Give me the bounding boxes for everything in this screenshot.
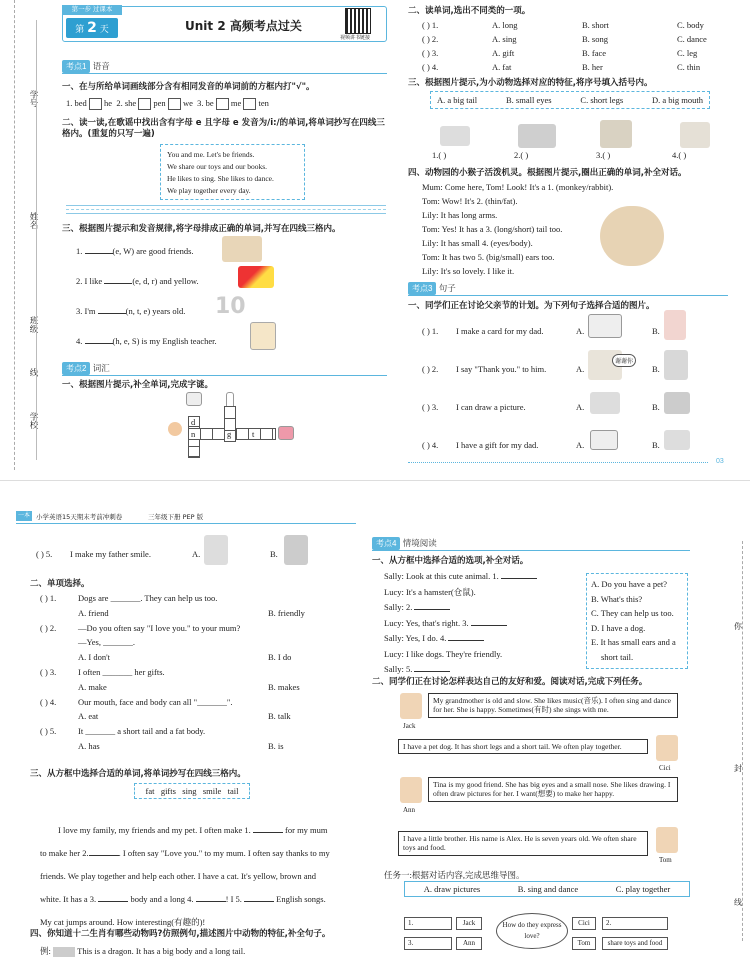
side-label: 班级: [29, 316, 39, 333]
side-char: 线: [734, 898, 742, 907]
q3-row-1: ( ) 1. I make a card for my dad.: [422, 326, 544, 336]
checkbox[interactable]: [216, 98, 229, 110]
answer-4[interactable]: 4.( ): [672, 150, 687, 160]
gift-box-image: [590, 430, 618, 450]
ann-avatar: [400, 777, 422, 803]
q3-row-5: ( ) 5. I make my father smile.: [36, 549, 151, 559]
mouse-image: [440, 126, 470, 146]
q1c-item-2: 2. I like (e, d, r) and yellow.: [76, 276, 199, 286]
q2b-rows: ( ) 1. A. long B. short C. body ( ) 2. A. sing B. song C. dance ( ) 3. A. gift B. face C. leg ( ) 4. A. fat B. her C. thin: [422, 20, 707, 72]
q1a-items: 1. bed he 2. she pen we 3. be me ten: [66, 98, 269, 110]
q7-options-box: A. Do you have a pet? B. What's this? C. They can help us too. D. I have a dog. E. It has small ears and a short tail.: [586, 573, 688, 669]
smile-image-b: [284, 535, 308, 565]
series-title: 小学英语15天期末考前冲刺卷: [36, 513, 123, 521]
page-title: Unit 2 高频考点过关: [185, 19, 302, 33]
q5-passage: I love my family, my friends and my pet. I often make 1. for my mum: [58, 825, 328, 835]
q2c-title: 三、根据图片提示,为小动物选择对应的特征,将序号填入括号内。: [408, 78, 653, 88]
card-image: [588, 314, 622, 338]
hippo-image: [518, 124, 556, 148]
binding-line: [14, 0, 15, 470]
tom-avatar: [656, 827, 678, 853]
day-badge: 第 2 天: [66, 18, 118, 38]
qr-code-icon[interactable]: [346, 9, 370, 33]
q3-row-2: ( ) 2. I say "Thank you." to him.: [422, 364, 547, 374]
q2b-title: 二、读单词,选出不同类的一项。: [408, 6, 531, 16]
checkbox[interactable]: [243, 98, 256, 110]
side-label: 线: [29, 368, 39, 377]
page-number: 03: [716, 458, 724, 465]
paint-tubes-image: [238, 266, 274, 288]
checkbox[interactable]: [138, 98, 151, 110]
flowers-image: [664, 310, 686, 340]
jack-avatar: [400, 693, 422, 719]
q6-example: 例: This is a dragon. It has a big body and a long tail.: [40, 946, 246, 956]
gift-pic: [278, 426, 294, 440]
side-char: 你: [734, 622, 742, 631]
q5-passage-2: to make her 2. . I often say "Love you." to my mum. I often say thanks to my friends. We play together and help each other. I have a cat. It's yellow, brown and white. It has a 3. body and a long 4. ! I 5. English songs. My cat jumps around. How interesting(有趣的)!: [40, 848, 330, 927]
q1c-item-1: 1. (e, W) are good friends.: [76, 246, 194, 256]
map-slot-2[interactable]: 2.: [602, 917, 668, 930]
section-header-k4: 考点4 情境阅读: [372, 537, 437, 550]
map-tom: Tom: [572, 937, 596, 950]
map-cici: Cici: [572, 917, 596, 930]
brand-logo: 一本: [17, 512, 30, 519]
checkbox[interactable]: [168, 98, 181, 110]
q3-row-3: ( ) 3. I can draw a picture.: [422, 402, 526, 412]
q1c-item-3: 3. I'm (n, t, e) years old.: [76, 306, 186, 316]
smile-image-a: [204, 535, 228, 565]
dog-image: [680, 122, 710, 148]
tom-bubble: I have a little brother. His name is Alex. He is seven years old. We often share toys and food.: [398, 831, 648, 856]
cici-bubble: I have a pet dog. It has short legs and a short tail. We often play together.: [398, 739, 648, 754]
map-slot-3[interactable]: 3.: [404, 937, 452, 950]
q2d-title: 四、动物园的小猴子活泼机灵。根据图片提示,圈出正确的单词,补全对话。: [408, 168, 687, 178]
side-label: 姓名: [29, 212, 39, 229]
dragon-icon: [53, 947, 75, 957]
side-label: 学校: [29, 412, 39, 429]
q7-dialogue: Sally: Look at this cute animal. 1. Lucy: It's a hamster(仓鼠). Sally: 2. Lucy: Yes, that's right. 3. Sally: Yes, I do. 4. Lucy: I like dogs. They're friendly. Sally: 5.: [384, 569, 537, 678]
checkbox[interactable]: [89, 98, 102, 110]
q6-title: 四、你知道十二生肖有哪些动物吗?仿照例句,描述图片中动物的特征,补全句子。: [30, 929, 331, 939]
q5-word-box: fat gifts sing smile tail: [134, 783, 250, 799]
side-label: 学号: [29, 90, 39, 107]
grade-label: 三年级下册 PEP 版: [148, 513, 204, 521]
map-share: share toys and food: [602, 937, 668, 950]
peacock-image: [600, 120, 632, 148]
q7-title: 一、从方框中选择合适的选项,补全对话。: [372, 556, 529, 566]
task-title: 任务一:根据对话内容,完成思维导图。: [384, 870, 525, 880]
section-header-k3: 考点3 句子: [408, 282, 456, 295]
friends-image: [222, 236, 262, 262]
dad-child-image: [664, 350, 688, 380]
map-ann: Ann: [456, 937, 482, 950]
map-jack: Jack: [456, 917, 482, 930]
step-label: 第一步 过课本: [62, 5, 122, 15]
section-header-k1: 考点1 语音: [62, 60, 110, 73]
section-header-k2: 考点2 词汇: [62, 362, 110, 375]
crossword-pic: [186, 392, 202, 406]
q2a-title: 一、根据图片提示,补全单词,完成字谜。: [62, 380, 213, 390]
teacher-image: [250, 322, 276, 350]
q1a-title: 一、在与所给单词画线部分含有相同发音的单词前的方框内打"√"。: [62, 82, 315, 92]
q5-title: 三、从方框中选择合适的单词,将单词抄写在四线三格内。: [30, 769, 246, 779]
map-center: How do they express love?: [496, 913, 568, 949]
crossword: d n g t: [168, 392, 298, 458]
map-slot-1[interactable]: 1.: [404, 917, 452, 930]
q1b-title: 二、读一读,在歌谣中找出含有字母 e 且字母 e 发音为/i:/的单词,将单词抄写在四线三格内。(重复的只写一遍): [62, 118, 385, 140]
song-box: You and me. Let's be friends. We share our toys and our books. He likes to sing. She likes to dance. We play together every day.: [160, 144, 305, 200]
q4-title: 二、单项选择。: [30, 579, 90, 589]
q1c-item-4: 4. (h, e, S) is my English teacher.: [76, 336, 217, 346]
answer-2[interactable]: 2.( ): [514, 150, 529, 160]
side-char: 封: [734, 764, 742, 773]
ann-bubble: Tina is my good friend. She has big eyes and a small nose. She likes drawing. I often draw pictures for her. I want(想要) to make her happy.: [428, 777, 678, 802]
answer-3[interactable]: 3.( ): [596, 150, 611, 160]
painting-image: [664, 392, 690, 414]
q3-title: 一、同学们正在讨论父亲节的计划。为下列句子选择合适的图片。: [408, 301, 655, 311]
q4-items: ( ) 1. Dogs are _______. They can help us too. A. friend B. friendly ( ) 2. —Do you often say "I love you." to your mum? —Yes, _______. A. I don't B. I do ( ) 3. I often _______ her gifts. A. make B. makes ( ) 4. Our mouth, face and body can all "_______". A. eat B. talk ( ) 5. It _______ a short tail and a fat body. A. has B. is: [40, 593, 305, 751]
q3-row-4: ( ) 4. I have a gift for my dad.: [422, 440, 539, 450]
cici-avatar: [656, 735, 678, 761]
page-bottom: 一本 小学英语15天期末考前冲刺卷 三年级下册 PEP 版 ( ) 5. I make my father smile. A. B. 二、单项选择。 ( ) 1. Dogs are _______. They can help us too. A. friend B. friendly ( ) 2. —Do you often say "I love you." to your mum? —Yes, _______. A. I don't B. I do ( ) 3. I often _______ her gifts. A. make B. makes ( ) 4. Our mouth, face and body can all "_______". A. eat B. talk ( ) 5. It _______ a short tail and a fat body. A. has B. is 三、从方框中选择合适的单词,将单词抄写在四线三格内。 fat gifts sing smile tail I love my family, my friends and my pet. I often make 1. for my mum to make her 2. . I often say "Love you." to my mum. I often say thanks to my friends. We play together and help each other. I have a cat. It's yellow, brown and white. It has a 3. body and a long 4. ! I 5. English songs. My cat jumps around. How interesting(有趣的)! 四、你知道十二生肖有哪些动物吗?仿照例句,描述图片中动物的特征,补全句子。 例: This is a dragon. It has a big body and a long tail. 考点4 情境阅读 一、从方框中选择合适的选项,补全对话。 Sally: Look at this cute animal. 1. Lucy: It's a hamster(仓鼠). Sally: 2. Lucy: Yes, that's right. 3. Sally: Yes, I do. 4. Lucy: I like dogs. They're friendly. Sally: 5. A. Do you have a pet? B. What's this? C. They can help us too. D. I have a dog. E. It has small ears and a short tail. 你 封 线 二、同学们正在讨论怎样表达自己的友好和爱。阅读对话,完成下列任务。 Jack My grandmother is old and slow. She likes music(音乐). I often sing and dance for her. She is happy. Sometimes(有时) she sings with me. I have a pet dog. It has short legs and a short tail. We often play together. Cici Ann Tina is my good friend. She has big eyes and a small nose. She likes drawing. I often draw pictures for her. I want(想要) to make her happy. I have a little brother. His name is Alex. He is seven years old. We often share toys and food. Tom 任务一:根据对话内容,完成思维导图。 A. draw pictures B. sing and dance C. play together 1. Jack How do they express love? Cici 2. 3. Ann Tom share toys and food: [0, 480, 750, 960]
q2c-options: A. a big tail B. small eyes C. short legs D. a big mouth: [430, 91, 710, 109]
q8-title: 二、同学们正在讨论怎样表达自己的友好和爱。阅读对话,完成下列任务。: [372, 677, 648, 687]
q2d-dialogue: Mum: Come here, Tom! Look! It's a 1. (monkey/rabbit). Tom: Wow! It's 2. (thin/fat). Lily: It has long arms. Tom: Yes! It has a 3. (long/short) tail too. Lily: It has small 4. (eyes/body). Tom: It has two 5. (big/small) ears too. Lily: It's so lovely. I like it.: [422, 182, 614, 276]
page-top: 学号 姓名 班级 线 学校 第一步 过课本 第 2 天 Unit 2 高频考点过关 视频讲书链接 考点1 语音 一、在与所给单词画线部分含有相同发音的单词前的方框内打"√"。 1. bed he 2. she pen we 3. be me ten 二、读一读,在歌谣中找出含有字母 e 且字母 e 发音为/i:/的单词,将单词抄写在四线三格内。(重复的只写一遍) You and me. Let's be friends. We share our toys and our books. He likes to sing. She likes to dance. We play together every day. 三、根据图片提示和发音规律,将字母排成正确的单词,并写在四线三格内。 1. (e, W) are good friends. 2. I like (e, d, r) and yellow. 3. I'm (n, t, e) years old. 10 4. (h, e, S) is my English teacher. 考点2 词汇 一、根据图片提示,补全单词,完成字谜。 d n g t 二、读单词,选出不同类的一项。 ( ) 1. A. long B. short C. body ( ) 2. A. sing B. song C. dance ( ) 3. A. gift B. face C. leg ( ) 4. A. fat B. her C. thin 三、根据图片提示,为小动物选择对应的特征,将序号填入括号内。 A. a big tail B. small eyes C. short legs D. a big mouth 1.( ) 2.( ) 3.( ) 4.( ) 四、动物园的小猴子活泼机灵。根据图片提示,圈出正确的单词,补全对话。 Mum: Come here, Tom! Look! It's a 1. (monkey/rabbit). Tom: Wow! It's 2. (thin/fat). Lily: It has long arms. Tom: Yes! It has a 3. (long/short) tail too. Lily: It has small 4. (eyes/body). Tom: It has two 5. (big/small) ears too. Lily: It's so lovely. I like it. 考点3 句子 一、同学们正在讨论父亲节的计划。为下列句子选择合适的图片。 ( ) 1. I make a card for my dad. A. B. ( ) 2. I say "Thank you." to him. A. 谢谢你 B. ( ) 3. I can draw a picture. A. B. ( ) 4. I have a gift for my dad. A. B. 03: [0, 0, 750, 480]
monkey-image: [600, 206, 664, 266]
number-ten-image: 10: [215, 294, 246, 319]
speech-bubble: 谢谢你: [612, 354, 636, 367]
jack-bubble: My grandmother is old and slow. She likes music(音乐). I often sing and dance for her. She is happy. Sometimes(有时) she sings with me.: [428, 693, 678, 718]
q1c-title: 三、根据图片提示和发音规律,将字母排成正确的单词,并写在四线三格内。: [62, 224, 341, 234]
task-options: A. draw pictures B. sing and dance C. play together: [404, 881, 690, 897]
qr-caption: 视频讲书链接: [340, 35, 371, 41]
face-pic: [168, 422, 182, 436]
answer-1[interactable]: 1.( ): [432, 150, 447, 160]
cake-image: [664, 430, 690, 450]
drawing-image: [590, 392, 620, 414]
